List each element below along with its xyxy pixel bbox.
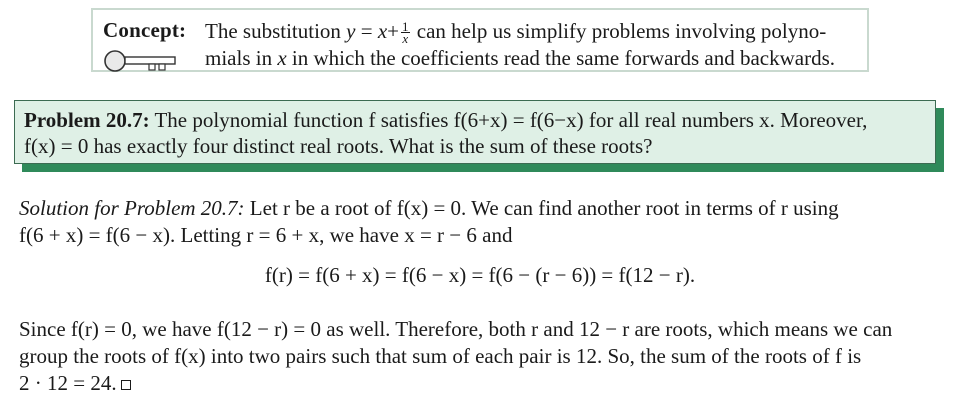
concept-box <box>91 8 869 72</box>
solution-line-1: Solution for Problem 20.7: Let r be a root of f(x) = 0. We can find another root in terms of r using <box>19 196 839 220</box>
problem-box <box>14 100 936 164</box>
conclusion-line-3: 2 · 12 = 24. <box>19 370 949 397</box>
key-icon <box>103 50 179 72</box>
display-equation: f(r) = f(6 + x) = f(6 − x) = f(6 − (r − 6)) = f(12 − r). <box>264 263 696 287</box>
conclusion-line-1: Since f(r) = 0, we have f(12 − r) = 0 as well. Therefore, both r and 12 − r are roots, which means we can <box>19 317 893 341</box>
problem-text <box>24 107 929 159</box>
solution-intro <box>19 195 949 249</box>
problem-line-2: f(x) = 0 has exactly four distinct real roots. What is the sum of these roots? <box>24 134 653 158</box>
solution-line-2: f(6 + x) = f(6 − x). Letting r = 6 + x, we have x = r − 6 and <box>19 223 513 247</box>
concept-text <box>205 18 867 72</box>
problem-line-1: Problem 20.7: The polynomial function f satisfies f(6+x) = f(6−x) for all real numbers x. Moreover, <box>24 108 868 132</box>
concept-line-2: mials in x in which the coefficients read the same forwards and backwards. <box>205 46 835 70</box>
problem-label: Problem 20.7: <box>24 108 150 132</box>
concept-label: Concept: <box>103 18 187 42</box>
solution-conclusion <box>19 316 949 397</box>
fraction-one-over-x: $\frac{1}{x}$ <box>402 19 409 46</box>
qed-square-icon <box>121 380 131 390</box>
solution-lead: Solution for Problem 20.7: <box>19 196 245 220</box>
conclusion-line-2: group the roots of f(x) into two pairs such that sum of each pair is 12. So, the sum of the roots of f is <box>19 344 862 368</box>
concept-line-1: The substitution y = x+ $\frac{1}{x}$ can help us simplify problems involving polyno- <box>205 19 827 46</box>
